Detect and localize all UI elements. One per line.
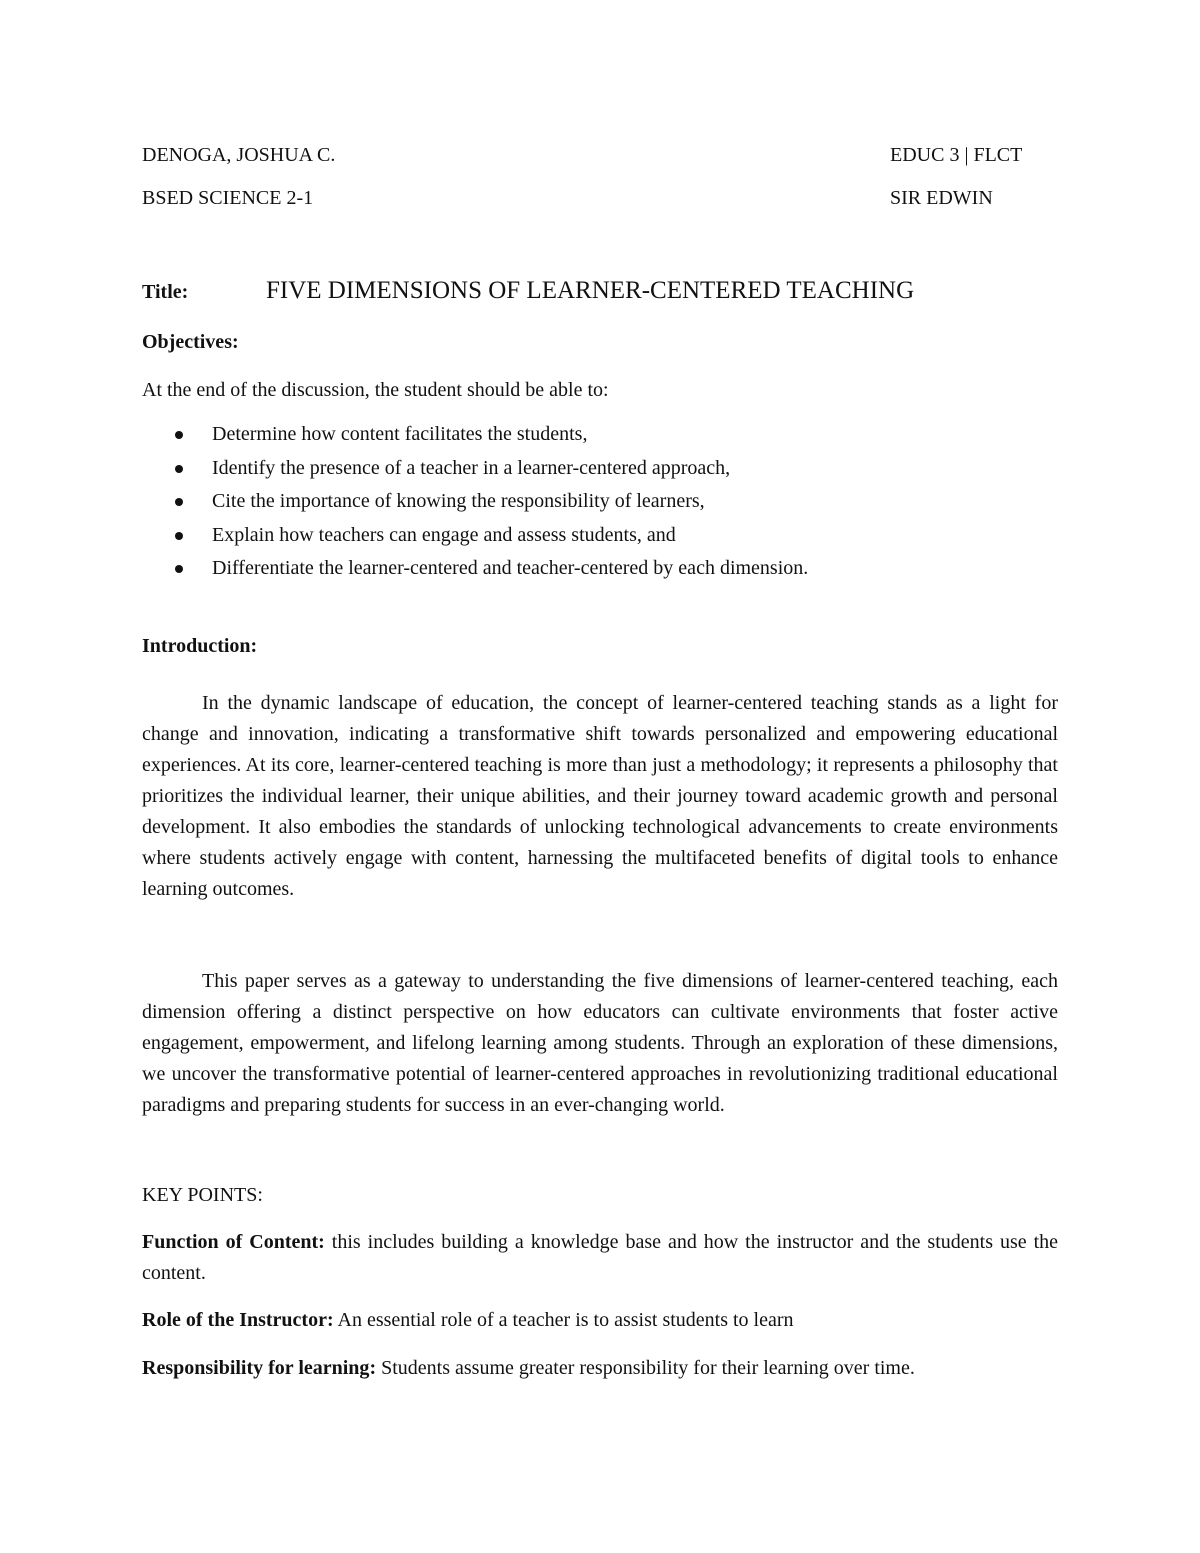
objectives-list xyxy=(142,421,808,589)
list-item: Determine how content facilitates the students, xyxy=(142,421,808,455)
header-row-1 xyxy=(142,143,1056,167)
list-item: Explain how teachers can engage and assess students, and xyxy=(142,522,808,556)
bullet-icon xyxy=(175,431,183,439)
student-name: DENOGA, JOSHUA C. xyxy=(142,144,336,166)
bullet-icon xyxy=(175,532,183,540)
key-point-function-of-content: Function of Content: this includes building a knowledge base and how the instructor and the students use the content. xyxy=(142,1231,1058,1284)
objectives-heading: Objectives: xyxy=(142,331,239,353)
key-points-heading: KEY POINTS: xyxy=(142,1184,263,1206)
intro-paragraph-1: In the dynamic landscape of education, the concept of learner-centered teaching stands as a light for change and innovation, indicating a transformative shift towards personalized and empowering educational experiences. At its core, learner-centered teaching is more than just a methodology; it represents a philosophy that prioritizes the individual learner, their unique abilities, and their journey toward academic growth and personal development. It also embodies the standards of unlocking technological advancements to create environments where students actively engage with content, harnessing the multifaceted benefits of digital tools to enhance learning outcomes. xyxy=(142,692,1058,900)
title-row xyxy=(142,276,1062,307)
key-point-role-of-instructor: Role of the Instructor: An essential role of a teacher is to assist students to learn xyxy=(142,1309,794,1331)
page-title: FIVE DIMENSIONS OF LEARNER-CENTERED TEACHING xyxy=(266,277,915,304)
title-label: Title: xyxy=(142,281,189,303)
introduction-heading: Introduction: xyxy=(142,635,258,657)
list-item: Differentiate the learner-centered and teacher-centered by each dimension. xyxy=(142,555,808,589)
course-code: EDUC 3 | FLCT xyxy=(890,144,1023,166)
intro-paragraph-2: This paper serves as a gateway to understanding the five dimensions of learner-centered teaching, each dimension offering a distinct perspective on how educators can cultivate environments that foster active engagement, empowerment, and lifelong learning among students. Through an exploration of these dimensions, we uncover the transformative potential of learner-centered approaches in revolutionizing traditional educational paradigms and preparing students for success in an ever-changing world. xyxy=(142,970,1058,1116)
objectives-lead: At the end of the discussion, the student should be able to: xyxy=(142,379,609,401)
list-item: Cite the importance of knowing the responsibility of learners, xyxy=(142,488,808,522)
key-point-responsibility-for-learning: Responsibility for learning: Students assume greater responsibility for their learning over time. xyxy=(142,1357,915,1379)
bullet-icon xyxy=(175,498,183,506)
bullet-icon xyxy=(175,465,183,473)
list-item: Identify the presence of a teacher in a learner-centered approach, xyxy=(142,455,808,489)
header-row-2 xyxy=(142,186,1056,210)
section-name: BSED SCIENCE 2-1 xyxy=(142,187,314,209)
bullet-icon xyxy=(175,565,183,573)
instructor-name: SIR EDWIN xyxy=(890,187,993,209)
